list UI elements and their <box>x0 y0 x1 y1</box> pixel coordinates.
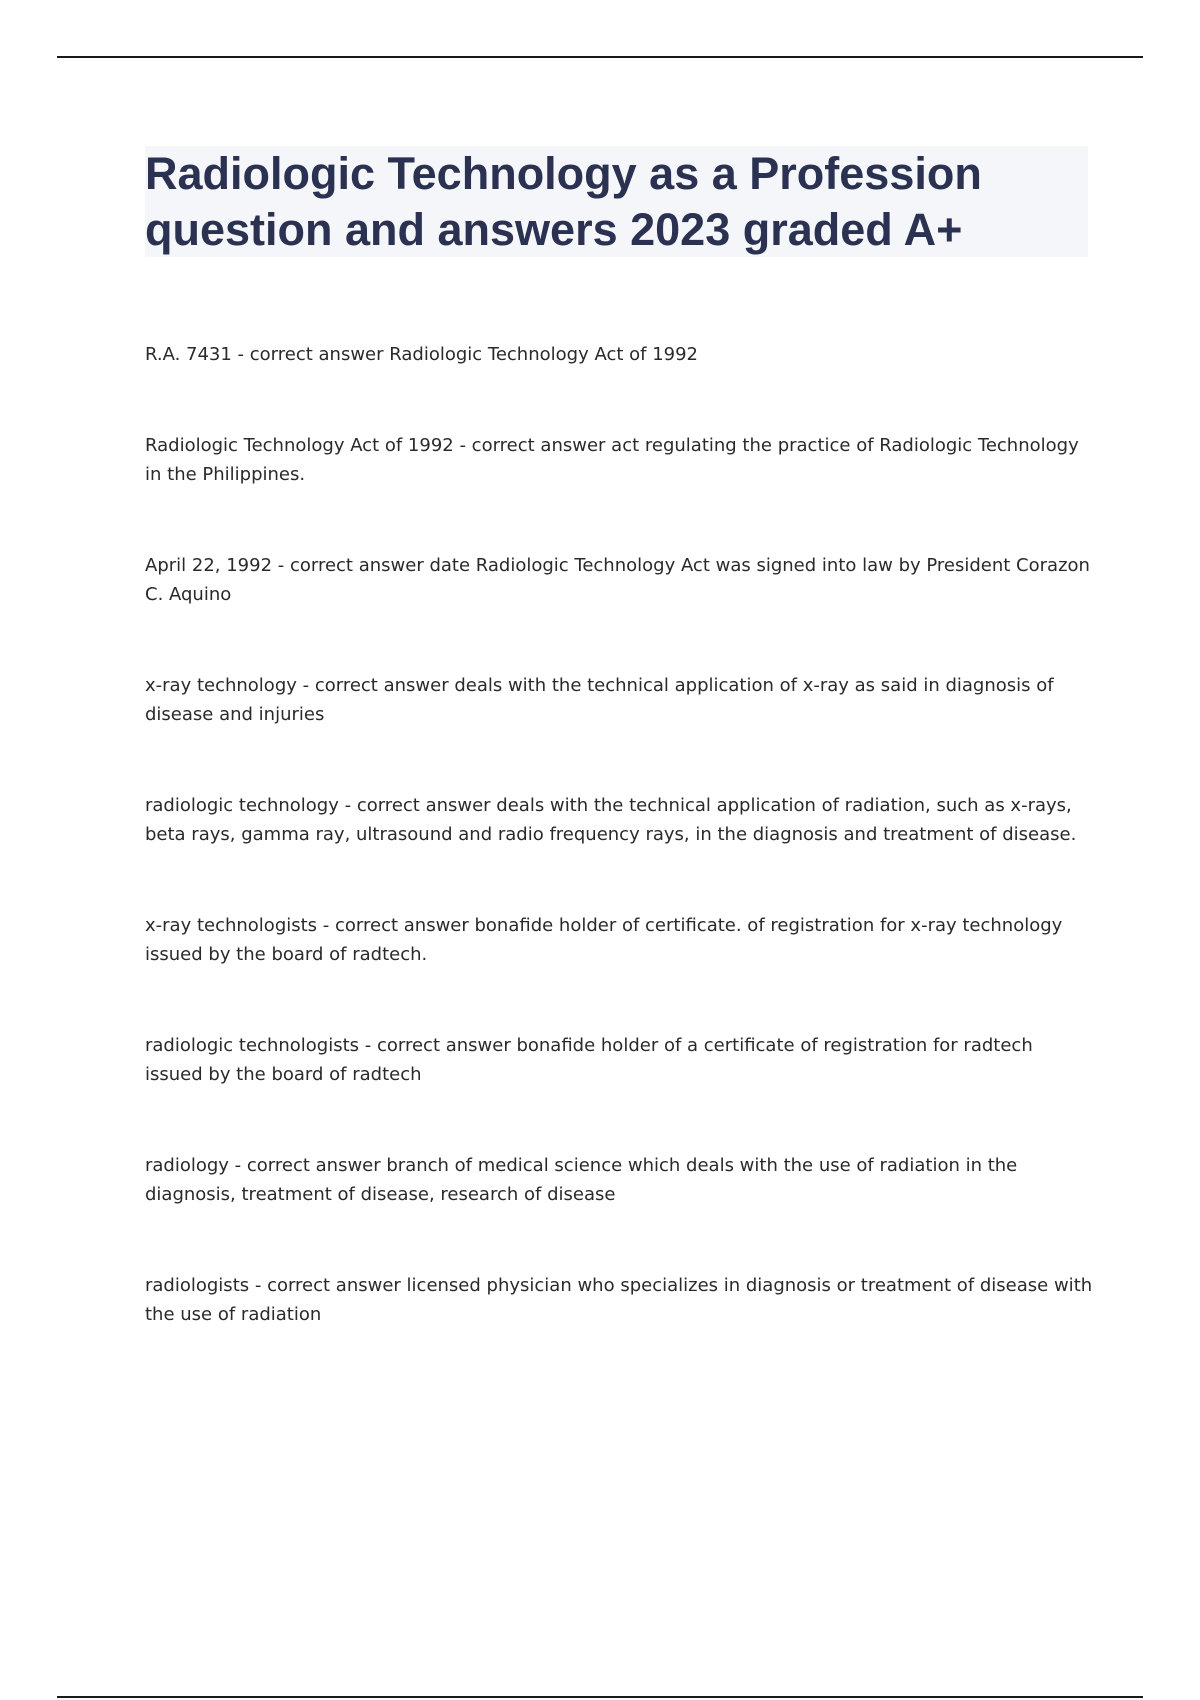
top-divider <box>57 56 1143 58</box>
title-line-2: question and answers 2023 graded A+ <box>145 204 963 255</box>
qa-entry-line: April 22, 1992 - correct answer date Radiologic Technology Act was signed into law by President Corazon <box>145 555 1090 576</box>
qa-entry-xray-technology <box>145 671 1095 729</box>
qa-entry-line: radiologic technologists - correct answer bonafide holder of a certificate of registration for radtech <box>145 1035 1033 1056</box>
qa-entry-radiology <box>145 1151 1095 1209</box>
qa-entry-line: radiologic technology - correct answer deals with the technical application of radiation, such as x-rays, <box>145 795 1072 816</box>
qa-entry-line: Radiologic Technology Act of 1992 - correct answer act regulating the practice of Radiologic Technology <box>145 435 1079 456</box>
qa-entry-ra-7431 <box>145 340 1095 369</box>
qa-list <box>145 340 1095 1391</box>
qa-entry-xray-technologists <box>145 911 1095 969</box>
qa-entry-line: the use of radiation <box>145 1304 322 1325</box>
qa-entry-radiologic-technologists <box>145 1031 1095 1089</box>
qa-entry-line: issued by the board of radtech. <box>145 944 428 965</box>
qa-entry-radtech-act <box>145 431 1095 489</box>
qa-entry-line: x-ray technology - correct answer deals with the technical application of x-ray as said in diagnosis of <box>145 675 1054 696</box>
qa-entry-line: C. Aquino <box>145 584 232 605</box>
qa-entry-line: beta rays, gamma ray, ultrasound and radio frequency rays, in the diagnosis and treatment of disease. <box>145 824 1077 845</box>
qa-entry-line: issued by the board of radtech <box>145 1064 422 1085</box>
qa-entry-radiologic-technology <box>145 791 1095 849</box>
bottom-divider <box>57 1696 1143 1698</box>
qa-entry-april-22 <box>145 551 1095 609</box>
qa-entry-line: R.A. 7431 - correct answer Radiologic Technology Act of 1992 <box>145 344 698 365</box>
page-title <box>145 146 1088 257</box>
qa-entry-radiologists <box>145 1271 1095 1329</box>
qa-entry-line: in the Philippines. <box>145 464 306 485</box>
title-line-1: Radiologic Technology as a Profession <box>145 148 982 199</box>
qa-entry-line: disease and injuries <box>145 704 325 725</box>
qa-entry-line: x-ray technologists - correct answer bonafide holder of certificate. of registration for x-ray technology <box>145 915 1063 936</box>
qa-entry-line: radiologists - correct answer licensed physician who specializes in diagnosis or treatment of disease with <box>145 1275 1093 1296</box>
qa-entry-line: radiology - correct answer branch of medical science which deals with the use of radiation in the <box>145 1155 1018 1176</box>
qa-entry-line: diagnosis, treatment of disease, research of disease <box>145 1184 616 1205</box>
